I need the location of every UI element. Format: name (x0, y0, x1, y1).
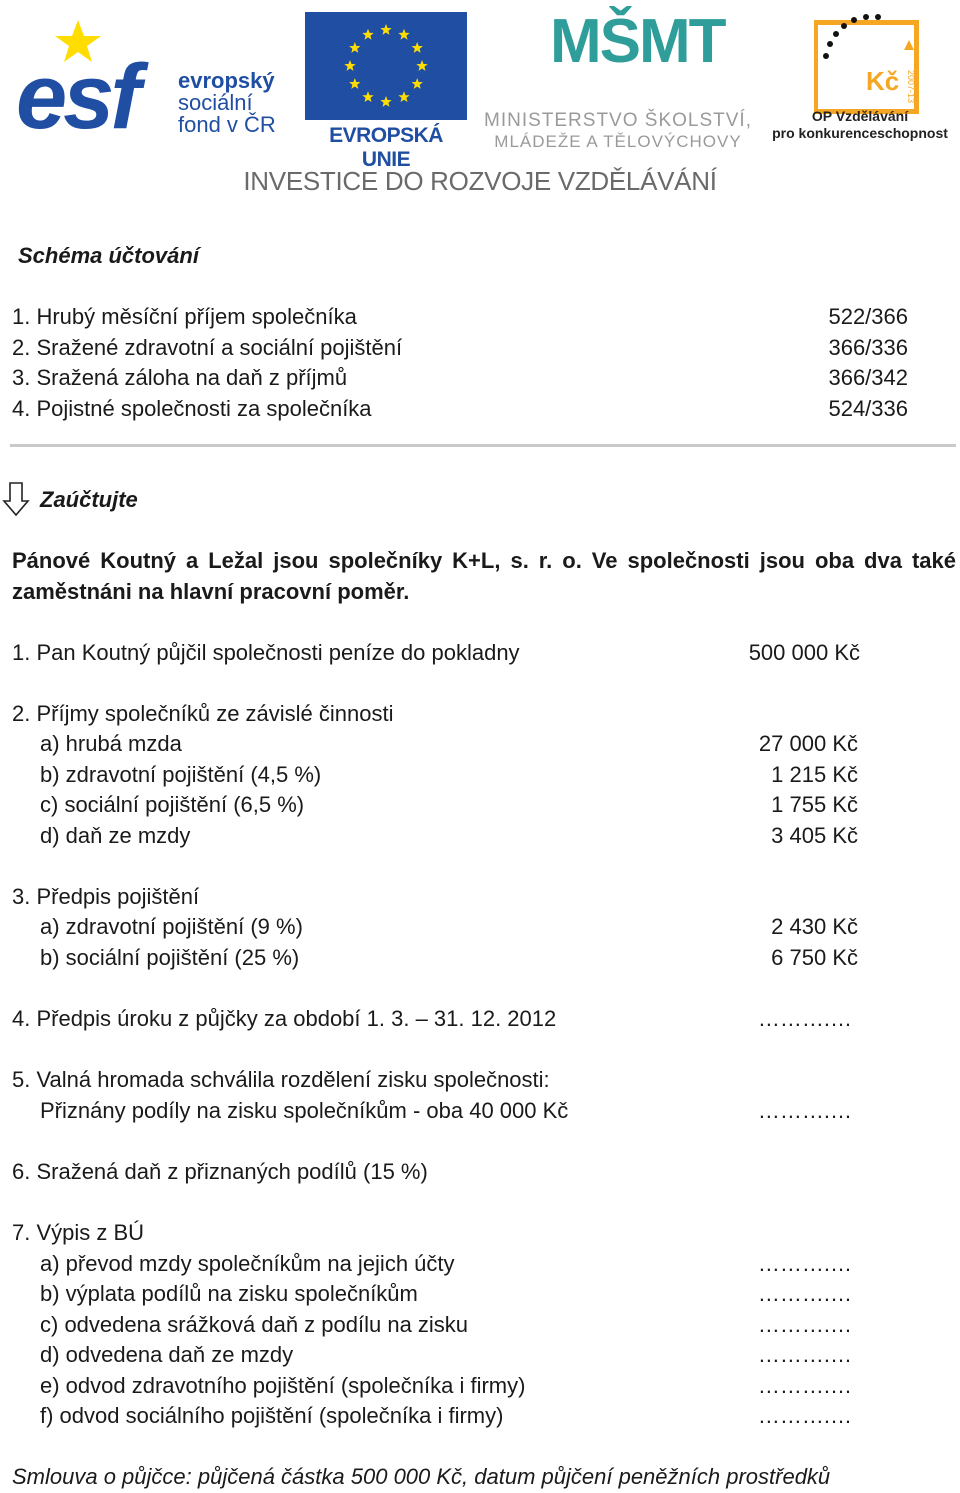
task-item-value: ……….… (757, 1098, 852, 1123)
intro-word: jsou (759, 548, 805, 573)
schema-row-label: 2. Sražené zdravotní a sociální pojištění (12, 335, 403, 360)
task-item-value: 1 755 Kč (771, 792, 858, 817)
eu-star-icon (416, 60, 427, 71)
schema-row-value: 522/366 (828, 304, 908, 329)
task-intro-line1 (12, 547, 956, 575)
task-heading: Zaúčtujte (40, 487, 138, 512)
msmt-letters: MŠMT (550, 7, 725, 76)
task-footer: Smlouva o půjčce: půjčená částka 500 000 Kč, datum půjčení peněžních prostředků (12, 1464, 831, 1489)
task-item-label: 5. Valná hromada schválila rozdělení zisku společnosti: (12, 1067, 550, 1092)
esf-logo (16, 12, 296, 152)
task-item-label: d) odvedena daň ze mzdy (40, 1342, 294, 1367)
intro-word: K+L, (452, 548, 501, 573)
schema-title: Schéma účtování (18, 243, 199, 268)
intro-word: oba (814, 548, 855, 573)
task-item-value: ……….… (757, 1006, 852, 1031)
task-item-label: d) daň ze mzdy (40, 823, 191, 848)
esf-line1: evropský (178, 68, 275, 93)
schema-row-value: 366/342 (828, 365, 908, 390)
intro-word: r. (538, 548, 553, 573)
eu-flag-icon (305, 12, 467, 120)
msmt-line1: MINISTERSTVO ŠKOLSTVÍ, (484, 110, 752, 131)
task-item-label: a) převod mzdy společníkům na jejich účty (40, 1251, 455, 1276)
eu-star-icon (362, 29, 373, 40)
task-item-label: c) odvedena srážková daň z podílu na zisku (40, 1312, 469, 1337)
esf-letters: esf (16, 46, 137, 148)
op-years: 2007-13 (906, 70, 916, 104)
esf-line2: sociální (178, 90, 253, 115)
task-item-label: b) výplata podílů na zisku společníkům (40, 1281, 418, 1306)
task-item-label: 2. Příjmy společníků ze závislé činnosti (12, 701, 394, 726)
task-item-label: b) zdravotní pojištění (4,5 %) (40, 762, 322, 787)
eu-star-icon (380, 96, 391, 107)
task-item-label: 1. Pan Koutný půjčil společnosti peníze do pokladny (12, 640, 520, 665)
msmt-line2: MLÁDEŽE A TĚLOVÝCHOVY (494, 132, 742, 151)
task-item-value: 6 750 Kč (771, 945, 858, 970)
intro-word: o. (562, 548, 582, 573)
task-item-value: 3 405 Kč (771, 823, 858, 848)
task-item-value: ……….… (757, 1342, 852, 1367)
divider (10, 444, 956, 447)
schema-row-label: 1. Hrubý měsíční příjem společníka (12, 304, 357, 329)
task-item-label: Přiznány podíly na zisku společníkům - oba 40 000 Kč (40, 1098, 569, 1123)
svg-text:Kč: Kč (866, 66, 900, 96)
task-item-value: 500 000 Kč (748, 640, 860, 665)
task-item-label: a) zdravotní pojištění (9 %) (40, 914, 303, 939)
task-item-value: 27 000 Kč (758, 731, 858, 756)
schema-row-label: 3. Sražená záloha na daň z příjmů (12, 365, 348, 390)
task-item-value: ……….… (757, 1312, 852, 1337)
intro-word: společníky (328, 548, 443, 573)
intro-word: také (911, 548, 956, 573)
eu-star-icon (349, 78, 360, 89)
task-intro-line2: zaměstnáni na hlavní pracovní poměr. (12, 579, 410, 604)
eu-star-icon (412, 78, 423, 89)
op-line2: pro konkurenceschopnost (772, 125, 948, 141)
intro-word: a (186, 548, 199, 573)
task-item-value: 1 215 Kč (771, 762, 858, 787)
task-item-label: 7. Výpis z BÚ (12, 1220, 145, 1245)
task-item-value: ……….… (757, 1403, 852, 1428)
op-text (770, 108, 950, 142)
task-item-label: 3. Předpis pojištění (12, 884, 200, 909)
task-item-value: ……….… (757, 1251, 852, 1276)
intro-word: s. (510, 548, 529, 573)
eu-star-icon (398, 29, 409, 40)
intro-word: Koutný (100, 548, 177, 573)
task-item-label: e) odvod zdravotního pojištění (společníka i firmy) (40, 1373, 526, 1398)
eu-star-icon (412, 42, 423, 53)
arrow-down-icon (2, 481, 30, 517)
task-item-value: 2 430 Kč (771, 914, 858, 939)
task-item-value: ……….… (757, 1373, 852, 1398)
schema-row-value: 366/336 (828, 335, 908, 360)
intro-word: Ležal (208, 548, 264, 573)
eu-star-icon (380, 24, 391, 35)
task-item-label: 6. Sražená daň z přiznaných podílů (15 %) (12, 1159, 428, 1184)
task-item-label: 4. Předpis úroku z půjčky za období 1. 3. – 31. 12. 2012 (12, 1006, 557, 1031)
schema-row-value: 524/336 (828, 396, 908, 421)
eu-star-icon (398, 91, 409, 102)
intro-word: Pánové (12, 548, 91, 573)
task-item-label: f) odvod sociálního pojištění (společníka i firmy) (40, 1403, 504, 1428)
header-title: INVESTICE DO ROZVOJE VZDĚLÁVÁNÍ (243, 166, 717, 196)
eu-star-icon (362, 91, 373, 102)
eu-logo (305, 12, 467, 171)
msmt-logo (480, 7, 756, 151)
eu-label: EVROPSKÁ UNIE (329, 124, 443, 171)
op-logo (770, 10, 950, 150)
schema-row-label: 4. Pojistné společnosti za společníka (12, 396, 372, 421)
intro-word: společnosti (627, 548, 750, 573)
task-item-value: ……….… (757, 1281, 852, 1306)
eu-star-icon (349, 42, 360, 53)
task-item-label: a) hrubá mzda (40, 731, 182, 756)
esf-text (178, 70, 276, 136)
esf-line3: fond v ČR (178, 112, 276, 137)
intro-word: Ve (591, 548, 618, 573)
op-line1: OP Vzdělávání (811, 108, 909, 124)
intro-word: jsou (273, 548, 319, 573)
task-item-label: b) sociální pojištění (25 %) (40, 945, 300, 970)
task-item-label: c) sociální pojištění (6,5 %) (40, 792, 305, 817)
intro-word: dva (864, 548, 902, 573)
eu-star-icon (344, 60, 355, 71)
